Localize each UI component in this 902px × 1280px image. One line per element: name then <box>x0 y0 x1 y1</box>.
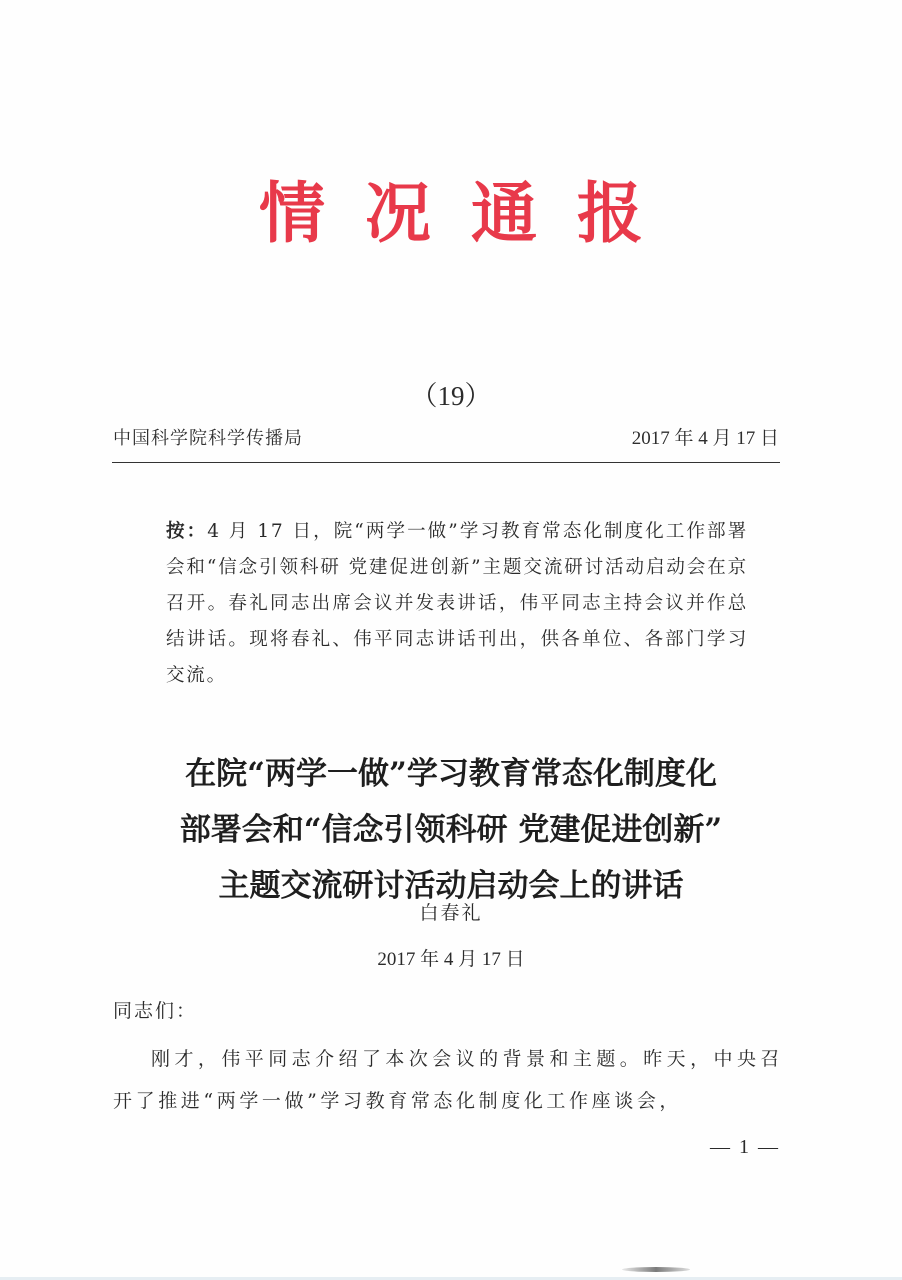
page-number: — 1 — <box>710 1136 780 1158</box>
header-divider <box>112 462 780 463</box>
speech-body <box>113 1038 783 1122</box>
salutation: 同志们： <box>113 1000 198 1022</box>
speech-title-line: 部署会和“信念引领科研 党建促进创新” <box>179 812 723 848</box>
issuer-name: 中国科学院科学传播局 <box>113 428 303 449</box>
masthead-title <box>0 168 902 258</box>
editor-note-text: 4 月 17 日，院“两学一做”学习教育常态化制度化工作部署会和“信念引领科研 党建促进创新”主题交流研讨活动启动会在京召开。春礼同志出席会议并发表讲话，伟平同志主持会议并作总结讲话。现将春礼、伟平同志讲话刊出，供各单位、各部门学习交流。 <box>166 521 748 686</box>
issue-date: 2017 年 4 月 17 日 <box>631 428 779 449</box>
speech-title <box>100 746 802 914</box>
speech-date: 2017 年 4 月 17 日 <box>377 949 525 970</box>
issuer-row <box>113 424 779 454</box>
masthead-char: 通 <box>471 174 537 252</box>
editor-note-lead: 按： <box>166 521 208 542</box>
editor-note <box>166 514 748 694</box>
masthead-char: 报 <box>577 174 643 252</box>
scan-artifact <box>622 1267 690 1272</box>
speech-title-line: 在院“两学一做”学习教育常态化制度化 <box>185 756 717 792</box>
body-paragraph: 刚才，伟平同志介绍了本次会议的背景和主题。昨天，中央召开了推进“两学一做”学习教育常态化制度化工作座谈会， <box>113 1048 783 1112</box>
speech-author: 白春礼 <box>419 902 483 924</box>
issue-number: （19） <box>410 381 492 411</box>
speech-title-line: 主题交流研讨活动启动会上的讲话 <box>218 868 684 904</box>
masthead-char: 情 <box>259 174 325 252</box>
masthead-char: 况 <box>365 174 431 252</box>
